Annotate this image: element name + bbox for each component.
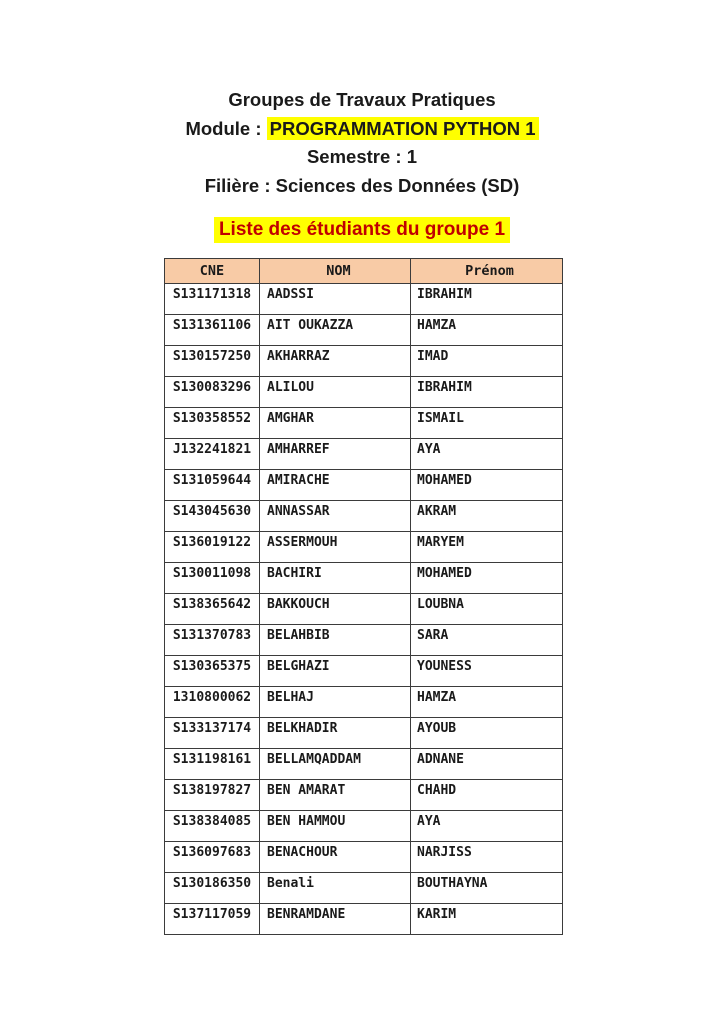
cell-nom: AADSSI — [260, 284, 411, 315]
module-name-highlighted: PROGRAMMATION PYTHON 1 — [267, 117, 539, 140]
cell-nom: AMGHAR — [260, 408, 411, 439]
cell-nom: BEN AMARAT — [260, 780, 411, 811]
cell-cne: S131361106 — [165, 315, 260, 346]
title-line-4 — [0, 172, 724, 201]
cell-prenom: ISMAIL — [411, 408, 563, 439]
cell-cne: S130157250 — [165, 346, 260, 377]
cell-prenom: MARYEM — [411, 532, 563, 563]
table-row — [165, 377, 563, 408]
cell-cne: S143045630 — [165, 501, 260, 532]
table-row — [165, 842, 563, 873]
table-row — [165, 873, 563, 904]
cell-prenom: CHAHD — [411, 780, 563, 811]
cell-nom: BENACHOUR — [260, 842, 411, 873]
cell-cne: S130365375 — [165, 656, 260, 687]
cell-cne: S131171318 — [165, 284, 260, 315]
cell-prenom: NARJISS — [411, 842, 563, 873]
cell-cne: S138365642 — [165, 594, 260, 625]
cell-cne: S131059644 — [165, 470, 260, 501]
title-line-3 — [0, 143, 724, 172]
cell-prenom: YOUNESS — [411, 656, 563, 687]
table-row — [165, 811, 563, 842]
cell-nom: AIT OUKAZZA — [260, 315, 411, 346]
group-list-subtitle: Liste des étudiants du groupe 1 — [214, 217, 510, 243]
filiere-text: Filière : Sciences des Données (SD) — [204, 174, 520, 196]
table-row — [165, 501, 563, 532]
students-table-header — [165, 259, 563, 284]
table-row — [165, 408, 563, 439]
table-row — [165, 749, 563, 780]
cell-nom: BAKKOUCH — [260, 594, 411, 625]
table-row — [165, 904, 563, 935]
cell-nom: Benali — [260, 873, 411, 904]
cell-prenom: AYOUB — [411, 718, 563, 749]
header-row — [165, 259, 563, 284]
subtitle-wrap — [0, 217, 724, 243]
cell-prenom: AYA — [411, 811, 563, 842]
table-row — [165, 470, 563, 501]
table-row — [165, 780, 563, 811]
cell-prenom: BOUTHAYNA — [411, 873, 563, 904]
cell-cne: S130186350 — [165, 873, 260, 904]
table-row — [165, 563, 563, 594]
cell-prenom: HAMZA — [411, 687, 563, 718]
cell-prenom: KARIM — [411, 904, 563, 935]
cell-nom: BELKHADIR — [260, 718, 411, 749]
cell-nom: AMHARREF — [260, 439, 411, 470]
column-header-nom: NOM — [260, 259, 411, 284]
cell-cne: S131198161 — [165, 749, 260, 780]
table-row — [165, 594, 563, 625]
cell-prenom: LOUBNA — [411, 594, 563, 625]
cell-nom: BENRAMDANE — [260, 904, 411, 935]
table-row — [165, 315, 563, 346]
table-row — [165, 625, 563, 656]
cell-cne: S131370783 — [165, 625, 260, 656]
cell-nom: BELGHAZI — [260, 656, 411, 687]
cell-prenom: AKRAM — [411, 501, 563, 532]
cell-cne: 1310800062 — [165, 687, 260, 718]
document-title-block — [0, 86, 724, 200]
title-line-1 — [0, 86, 724, 115]
cell-cne: S130358552 — [165, 408, 260, 439]
cell-nom: AKHARRAZ — [260, 346, 411, 377]
cell-nom: ALILOU — [260, 377, 411, 408]
students-table-body — [165, 284, 563, 935]
cell-prenom: MOHAMED — [411, 563, 563, 594]
table-row — [165, 656, 563, 687]
table-row — [165, 718, 563, 749]
students-table — [164, 258, 563, 935]
cell-prenom: AYA — [411, 439, 563, 470]
cell-prenom: ADNANE — [411, 749, 563, 780]
cell-nom: BEN HAMMOU — [260, 811, 411, 842]
cell-cne: S130083296 — [165, 377, 260, 408]
cell-nom: ASSERMOUH — [260, 532, 411, 563]
column-header-cne: CNE — [165, 259, 260, 284]
cell-nom: ANNASSAR — [260, 501, 411, 532]
cell-nom: BELHAJ — [260, 687, 411, 718]
cell-nom: BELAHBIB — [260, 625, 411, 656]
cell-nom: BACHIRI — [260, 563, 411, 594]
cell-prenom: IBRAHIM — [411, 284, 563, 315]
cell-prenom: IMAD — [411, 346, 563, 377]
table-row — [165, 346, 563, 377]
semester-text: Semestre : 1 — [306, 146, 418, 167]
column-header-prenom: Prénom — [411, 259, 563, 284]
title-line-2 — [0, 115, 724, 144]
cell-prenom: IBRAHIM — [411, 377, 563, 408]
cell-nom: AMIRACHE — [260, 470, 411, 501]
cell-cne: S133137174 — [165, 718, 260, 749]
cell-cne: S137117059 — [165, 904, 260, 935]
cell-nom: BELLAMQADDAM — [260, 749, 411, 780]
cell-prenom: SARA — [411, 625, 563, 656]
table-row — [165, 284, 563, 315]
cell-cne: S136097683 — [165, 842, 260, 873]
cell-cne: S138384085 — [165, 811, 260, 842]
table-row — [165, 532, 563, 563]
title-text: Groupes de Travaux Pratiques — [228, 89, 496, 110]
cell-cne: S138197827 — [165, 780, 260, 811]
cell-cne: S130011098 — [165, 563, 260, 594]
table-row — [165, 439, 563, 470]
cell-cne: J132241821 — [165, 439, 260, 470]
cell-cne: S136019122 — [165, 532, 260, 563]
table-row — [165, 687, 563, 718]
module-label: Module : — [185, 117, 267, 139]
cell-prenom: MOHAMED — [411, 470, 563, 501]
cell-prenom: HAMZA — [411, 315, 563, 346]
